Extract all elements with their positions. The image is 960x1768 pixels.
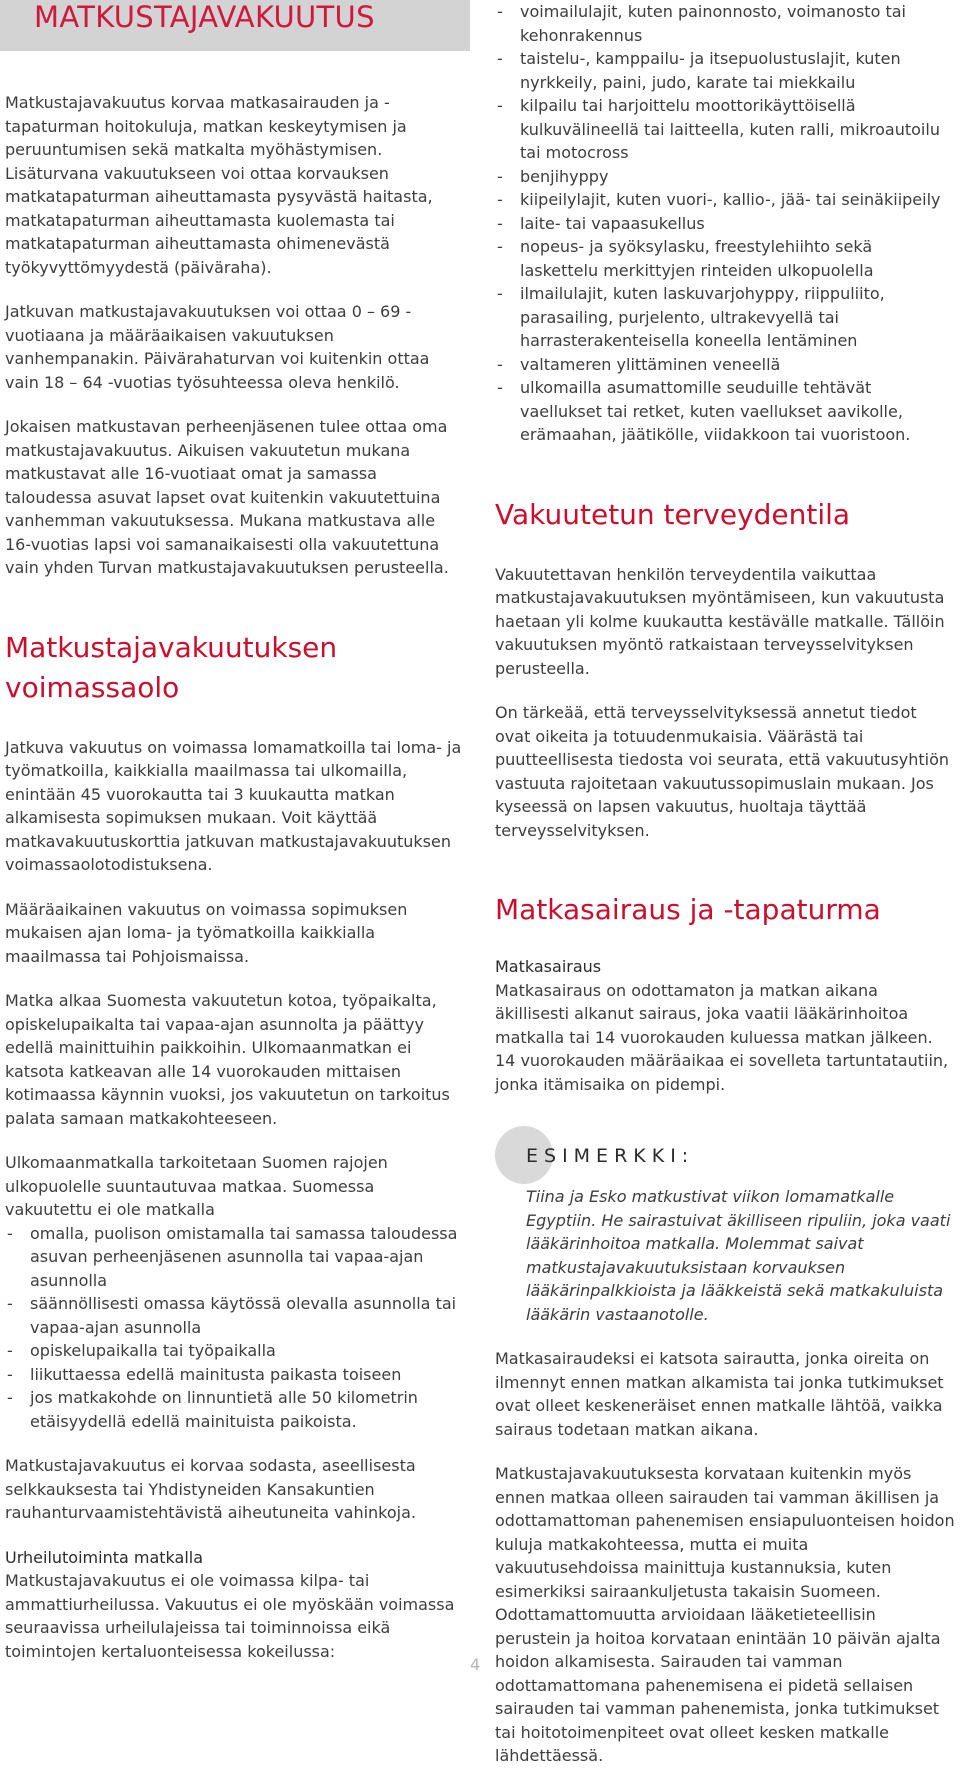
health-paragraph-1: Vakuutettavan henkilön terveydentila vaikuttaa matkustajavakuutuksen myöntämiseen, kun vakuutusta haetaan yli kolme kuukautta kestävälle matkalle. Tällöin vakuutuksen myöntö ratkaistaan terveysselvityksen perusteella.: [495, 564, 945, 678]
abroad-intro: Ulkomaanmatkalla tarkoitetaan Suomen rajojen ulkopuolelle suuntautuvaa matkaa. Suomessa vakuutettu ei ole matkalla: [5, 1153, 388, 1219]
section-heading-health: Vakuutetun terveydentila: [495, 497, 851, 531]
section-heading-illness: Matkasairaus ja -tapaturma: [495, 893, 881, 926]
sports-subheading: Urheilutoiminta matkalla: [5, 1547, 204, 1567]
example-text: Tiina ja Esko matkustivat viikon lomamatkalle Egyptiin. He sairastuivat äkilliseen ripuliin, joka vaati lääkärinhoitoa matkalla. Molemmat saivat matkustajavakuutuksistaan korvauksen lääkärinpalkkioista ja lääkkeistä sekä matkakuluista lääkärin vastaanotolle.: [526, 1187, 951, 1324]
abroad-list: [5, 1222, 465, 1434]
list-item: - nopeus- ja syöksylasku, freestylehiihto sekä laskettelu merkittyjen rinteiden ulkopuolella: [495, 235, 955, 282]
title-bar: [0, 0, 470, 51]
list-item: - kilpailu tai harjoittelu moottorikäyttöisellä kulkuvälineellä tai laitteella, kuten ralli, mikroautoilu tai motocross: [495, 94, 955, 165]
sports-exclusion-list: [495, 0, 955, 447]
list-item: - ilmailulajit, kuten laskuvarjohyppy, riippuliito, parasailing, purjelento, ultrakevyellä tai harrasterakenteisella koneella lentäminen: [495, 282, 955, 353]
illness-paragraph-2: Matkustajavakuutuksesta korvataan kuitenkin myös ennen matkaa olleen sairauden tai vamman äkillisen ja odottamattoman pahenemisen ensiapuluonteisen hoidon kuluja matkakohteessa, mutta ei muita vakuutusehdoissa mainittuja kustannuksia, kuten esimerkiksi sairaankuljetusta takaisin Suomeen. Odottamattomuutta arvioidaan lääketieteellisin perustein ja hoitoa korvataan enintään 10 päivän ajalta hoidon alkamisesta. Sairauden tai vamman odottamattomana pahenemisena ei pidetä sellaisen sairauden tai vamman pahenemista, jonka tutkimukset tai hoitotoimenpiteet ovat olleet kesken matkalle lähdettäessä.: [495, 1464, 955, 1765]
list-item: - laite- tai vapaasukellus: [495, 212, 955, 236]
illness-paragraph-1: Matkasairaudeksi ei katsota sairautta, jonka oireita on ilmennyt ennen matkan alkamista tai jonka tutkimukset ovat olleet keskeneräiset ennen matkalle lähtöä, vaikka sairaus todetaan matkan aikana.: [495, 1349, 944, 1439]
list-item: - liikuttaessa edellä mainitusta paikasta toiseen: [5, 1363, 465, 1387]
list-item: - valtameren ylittäminen veneellä: [495, 353, 955, 377]
left-column: [5, 0, 465, 1663]
section-heading-line-2: voimassaolo: [5, 670, 180, 704]
list-item: - ulkomailla asumattomille seuduille tehtävät vaellukset tai retket, kuten vaellukset aavikolle, erämaahan, jäätikölle, viidakkoon tai vuoristoon.: [495, 376, 955, 447]
example-label: ESIMERKKI:: [526, 1145, 695, 1167]
section-heading-validity: [5, 628, 465, 708]
health-paragraph-2: On tärkeää, että terveysselvityksessä annetut tiedot ovat oikeita ja totuudenmukaisia. Väärästä tai puutteellisesta tiedosta voi seurata, että vakuutusyhtiön vastuuta rajoitetaan vakuutussopimuslain mukaan. Jos kyseessä on lapsen vakuutus, huoltaja täyttää terveysselvityksen.: [495, 703, 950, 840]
section-heading-line-1: Matkustajavakuutuksen: [5, 630, 338, 664]
page-title: MATKUSTAJAVAKUUTUS: [34, 0, 375, 34]
intro-paragraph-2: Jatkuvan matkustajavakuutuksen voi ottaa 0 – 69 -vuotiaana ja määräaikaisen vakuutuksen vanhempanakin. Päivärahaturvan voi kuitenkin ottaa vain 18 – 64 -vuotias työsuhteessa oleva henkilö.: [5, 302, 430, 392]
intro-paragraph-3: Jokaisen matkustavan perheenjäsenen tulee ottaa oma matkustajavakuutus. Aikuisen vakuutetun mukana matkustavat alle 16-vuotiaat omat ja samassa taloudessa asuvat lapset ovat kuitenkin vakuutettuina vanhemman vakuutuksessa. Mukana matkustava alle 16-vuotias lapsi voi samanaikaisesti olla vakuutettuna vain yhden Turvan matkustajavakuutuksen perusteella.: [5, 417, 449, 577]
list-item: - omalla, puolison omistamalla tai samassa taloudessa asuvan perheenjäsenen asunnolla tai vapaa-ajan asunnolla: [5, 1222, 465, 1293]
validity-paragraph-2: Määräaikainen vakuutus on voimassa sopimuksen mukaisen ajan loma- ja työmatkoilla kaikkialla maailmassa tai Pohjoismaissa.: [5, 899, 408, 966]
sports-paragraph: Matkustajavakuutus ei ole voimassa kilpa- tai ammattiurheilussa. Vakuutus ei ole myöskään voimassa seuraavissa urheilulajeissa tai toiminnoissa eikä toimintojen kertaluonteisessa kokeilussa:: [5, 1571, 455, 1661]
list-item: - kiipeilylajit, kuten vuori-, kallio-, jää- tai seinäkiipeily: [495, 188, 955, 212]
validity-paragraph-1: Jatkuva vakuutus on voimassa lomamatkoilla tai loma- ja työmatkoilla, kaikkialla maailmassa tai ulkomailla, enintään 45 vuorokautta tai 3 kuukautta matkan alkamisesta sopimuksen mukaan. Voit käyttää matkavakuutuskorttia jatkuvan matkustajavakuutuksen voimassaolotodistuksena.: [5, 737, 462, 874]
list-item: - benjihyppy: [495, 165, 955, 189]
right-column: [495, 0, 955, 1768]
list-item: - säännöllisesti omassa käytössä olevalla asunnolla tai vapaa-ajan asunnolla: [5, 1292, 465, 1339]
validity-paragraph-3: Matka alkaa Suomesta vakuutetun kotoa, työpaikalta, opiskelupaikalta tai vapaa-ajan asunnolta ja päättyy edellä mainittuihin paikkoihin. Ulkomaanmatkan ei katsota katkeavan alle 14 vuorokauden mittaisen kotimaassa käynnin vuoksi, jos vakuutetun on tarkoitus palata samaan matkakohteeseen.: [5, 991, 450, 1128]
list-item: - voimailulajit, kuten painonnosto, voimanosto tai kehonrakennus: [495, 0, 955, 47]
list-item: - taistelu-, kamppailu- ja itsepuolustuslajit, kuten nyrkkeily, paini, judo, karate tai miekkailu: [495, 47, 955, 94]
illness-subheading: Matkasairaus: [495, 957, 602, 976]
intro-paragraph-1: Matkustajavakuutus korvaa matkasairauden ja -tapaturman hoitokuluja, matkan keskeytymisen ja peruuntumisen sekä matkalta myöhästymisen. Lisäturvana vakuutukseen voi ottaa korvauksen matkatapaturman aiheuttamasta pysyvästä haitasta, matkatapaturman aiheuttamasta kuolemasta tai matkatapaturman aiheuttamasta ohimenevästä työkyvyttömyydestä (päiväraha).: [5, 93, 433, 277]
war-exclusion-paragraph: Matkustajavakuutus ei korvaa sodasta, aseellisesta selkkauksesta tai Yhdistyneiden Kansakuntien rauhanturvaamistehtävistä aiheutuneita vahinkoja.: [5, 1456, 416, 1522]
example-box: [495, 1126, 955, 1326]
list-item: - jos matkakohde on linnuntietä alle 50 kilometrin etäisyydellä edellä mainituista paikoista.: [5, 1386, 465, 1433]
page-number: 4: [470, 1655, 481, 1674]
list-item: - opiskelupaikalla tai työpaikalla: [5, 1339, 465, 1363]
illness-definition: Matkasairaus on odottamaton ja matkan aikana äkillisesti alkanut sairaus, joka vaatii lääkärinhoitoa matkalla tai 14 vuorokauden kuluessa matkan jälkeen. 14 vuorokauden määräaikaa ei sovelleta tartuntatautiin, jonka itämisaika on pidempi.: [495, 980, 949, 1094]
